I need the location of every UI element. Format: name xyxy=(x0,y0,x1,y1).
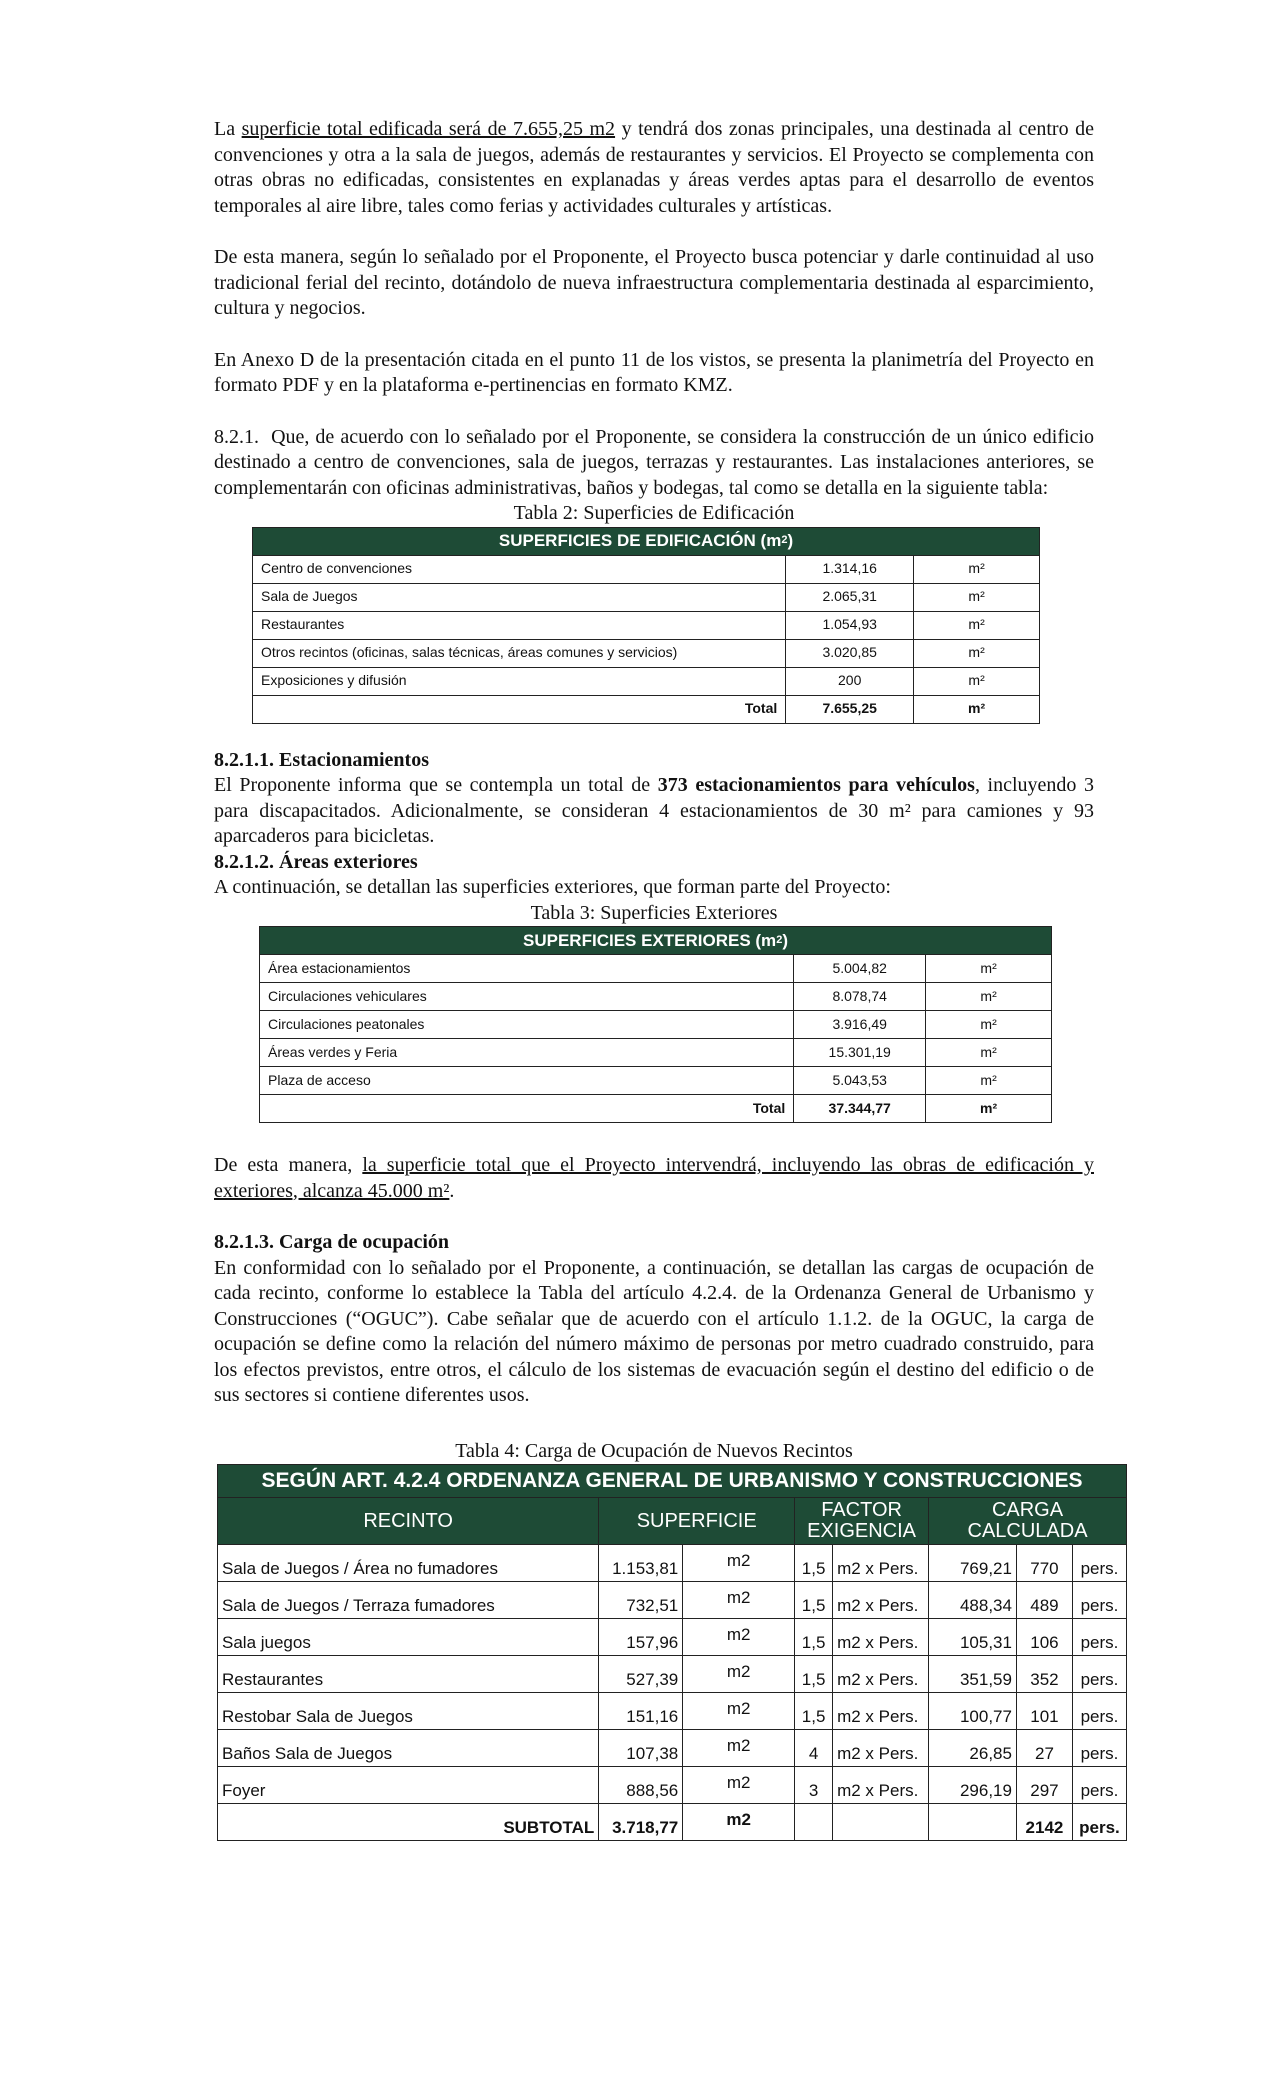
col-superficie: SUPERFICIE xyxy=(599,1498,795,1545)
text-span: El Proponente informa que se contempla un total de xyxy=(214,774,658,796)
row-surface: 157,96 xyxy=(599,1619,683,1656)
row-surface: 1.153,81 xyxy=(599,1545,683,1582)
row-value: 1.054,93 xyxy=(786,611,914,639)
row-surface: 107,38 xyxy=(599,1730,683,1767)
row-name: Sala de Juegos / Área no fumadores xyxy=(218,1545,599,1582)
table2-total-row xyxy=(253,695,1040,723)
table-row xyxy=(218,1545,1127,1582)
row-name: Restaurantes xyxy=(218,1656,599,1693)
row-factor: 4 xyxy=(795,1730,833,1767)
row-surface-unit xyxy=(683,1545,795,1582)
unit-text: m2 xyxy=(726,1736,751,1755)
underlined-text: superficie total edificada será de 7.655,25 m2 xyxy=(241,118,616,140)
table-surfaces-building xyxy=(252,527,1040,724)
paragraph-surface-total xyxy=(214,117,1094,219)
table2-caption: Tabla 2: Superficies de Edificación xyxy=(513,502,795,524)
row-unit: m² xyxy=(914,639,1040,667)
table3-header: SUPERFICIES EXTERIORES $(m^2)$ xyxy=(260,927,1052,955)
text-span: y tendrá dos zonas principales, una destinada al centro de convenciones y otra a la sala de juegos, además de restaurantes y servicios. El Proyecto se complementa con otras obras no edificadas, consistentes en explanadas y áreas verdes aptas para el desarrollo de eventos temporales al aire libre, tales como ferias y actividades culturales y artísticas. xyxy=(214,118,1094,217)
table4-caption: Tabla 4: Carga de Ocupación de Nuevos Recintos xyxy=(455,1439,853,1462)
row-unit: m² xyxy=(914,583,1040,611)
subtotal-surface: 3.718,77 xyxy=(599,1804,683,1841)
col-recinto: RECINTO xyxy=(218,1498,599,1545)
row-surface-unit xyxy=(683,1582,795,1619)
row-load-calc: 488,34 xyxy=(929,1582,1017,1619)
row-load-round: 297 xyxy=(1016,1767,1072,1804)
table2-header: SUPERFICIES DE EDIFICACIÓN $(m^2)$ xyxy=(253,527,1040,555)
row-unit: m² xyxy=(926,1067,1052,1095)
table-row xyxy=(260,983,1052,1011)
row-value: 200 xyxy=(786,667,914,695)
table-row xyxy=(253,611,1040,639)
total-value: 7.655,25 xyxy=(786,695,914,723)
section-text: Que, de acuerdo con lo señalado por el Proponente, se considera la construcción de un único edificio destinado a centro de convenciones, sala de juegos, terrazas y restaurantes. Las instalaciones anteriores, se complementarán con oficinas administrativas, baños y bodegas, tal como se detalla en la siguiente tabla: xyxy=(214,425,1095,499)
total-unit: m² xyxy=(926,1095,1052,1123)
paragraph-annex: En Anexo D de la presentación citada en el punto 11 de los vistos, se presenta la planimetría del Proyecto en formato PDF y en la plataforma e-pertinencias en formato KMZ. xyxy=(214,348,1094,396)
row-factor: 1,5 xyxy=(795,1619,833,1656)
row-surface-unit xyxy=(683,1693,795,1730)
row-name: Área estacionamientos xyxy=(260,955,794,983)
table-row xyxy=(218,1582,1127,1619)
table-row xyxy=(218,1693,1127,1730)
table4-title: SEGÚN ART. 4.2.4 ORDENANZA GENERAL DE URBANISMO Y CONSTRUCCIONES xyxy=(218,1465,1127,1498)
row-name: Plaza de acceso xyxy=(260,1067,794,1095)
unit-text: m2 xyxy=(726,1699,751,1718)
row-factor-unit: m2 x Pers. xyxy=(833,1582,929,1619)
paragraph-continuity: De esta manera, según lo señalado por el Proponente, el Proyecto busca potenciar y darle continuidad al uso tradicional ferial del recinto, dotándolo de nueva infraestructura complementaria destinada al esparcimiento, cultura y negocios. xyxy=(214,246,1094,319)
table4-subtotal-row xyxy=(218,1804,1127,1841)
row-load-calc: 105,31 xyxy=(929,1619,1017,1656)
paragraph-parking xyxy=(214,773,1094,850)
row-load-unit: pers. xyxy=(1072,1619,1126,1656)
unit-text: m2 xyxy=(726,1588,751,1607)
row-value: 1.314,16 xyxy=(786,555,914,583)
subtotal-load-unit: pers. xyxy=(1072,1804,1126,1841)
text-span: De esta manera, xyxy=(214,1154,363,1176)
row-surface-unit xyxy=(683,1730,795,1767)
row-factor-unit: m2 x Pers. xyxy=(833,1693,929,1730)
row-unit: m² xyxy=(926,955,1052,983)
row-load-calc: 769,21 xyxy=(929,1545,1017,1582)
row-value: 5.043,53 xyxy=(794,1067,926,1095)
row-load-round: 27 xyxy=(1016,1730,1072,1767)
table-row xyxy=(253,583,1040,611)
row-name: Baños Sala de Juegos xyxy=(218,1730,599,1767)
paragraph-exterior: A continuación, se detallan las superficies exteriores, que forman parte del Proyecto: xyxy=(214,876,891,898)
table-row xyxy=(253,639,1040,667)
row-unit: m² xyxy=(926,1011,1052,1039)
row-name: Circulaciones peatonales xyxy=(260,1011,794,1039)
table3-total-row xyxy=(260,1095,1052,1123)
unit-text: m2 xyxy=(726,1551,751,1570)
row-load-round: 770 xyxy=(1016,1545,1072,1582)
row-value: 3.020,85 xyxy=(786,639,914,667)
row-unit: m² xyxy=(914,667,1040,695)
row-surface: 732,51 xyxy=(599,1582,683,1619)
heading-8-2-1-3: 8.2.1.3. Carga de ocupación xyxy=(214,1231,449,1253)
row-name: Exposiciones y difusión xyxy=(253,667,786,695)
table-row xyxy=(253,667,1040,695)
text-span: . xyxy=(449,1179,455,1202)
subtotal-unit: m2 xyxy=(683,1804,795,1841)
row-value: 3.916,49 xyxy=(794,1011,926,1039)
row-load-unit: pers. xyxy=(1072,1767,1126,1804)
paragraph-8-2-1 xyxy=(214,425,1094,502)
row-name: Otros recintos (oficinas, salas técnicas, áreas comunes y servicios) xyxy=(253,639,786,667)
row-load-calc: 351,59 xyxy=(929,1656,1017,1693)
row-surface-unit xyxy=(683,1767,795,1804)
table-row xyxy=(260,955,1052,983)
row-load-calc: 26,85 xyxy=(929,1730,1017,1767)
col-factor: FACTOR EXIGENCIA xyxy=(795,1498,929,1545)
heading-8-2-1-1: 8.2.1.1. Estacionamientos xyxy=(214,748,429,771)
table-row xyxy=(218,1767,1127,1804)
document-body xyxy=(214,117,1120,1841)
row-load-unit: pers. xyxy=(1072,1693,1126,1730)
table-surfaces-exterior xyxy=(259,926,1052,1123)
row-unit: m² xyxy=(926,1039,1052,1067)
row-load-calc: 296,19 xyxy=(929,1767,1017,1804)
row-name: Foyer xyxy=(218,1767,599,1804)
unit-text: m2 xyxy=(726,1662,751,1681)
text-span: , incluyendo 3 para discapacitados. Adicionalmente, se consideran 4 estacionamientos de 30 m² para camiones y 93 aparcaderos para bicicletas. xyxy=(214,774,1094,847)
row-load-round: 101 xyxy=(1016,1693,1072,1730)
row-load-unit: pers. xyxy=(1072,1730,1126,1767)
row-factor-unit: m2 x Pers. xyxy=(833,1730,929,1767)
row-load-unit: pers. xyxy=(1072,1656,1126,1693)
row-surface: 151,16 xyxy=(599,1693,683,1730)
heading-8-2-1-2: 8.2.1.2. Áreas exteriores xyxy=(214,850,418,873)
row-factor: 1,5 xyxy=(795,1693,833,1730)
row-unit: m² xyxy=(914,555,1040,583)
unit-text: m2 xyxy=(726,1625,751,1644)
row-unit: m² xyxy=(926,983,1052,1011)
row-value: 15.301,19 xyxy=(794,1039,926,1067)
row-load-unit: pers. xyxy=(1072,1545,1126,1582)
table-occupancy-load xyxy=(217,1464,1127,1841)
subtotal-load: 2142 xyxy=(1016,1804,1072,1841)
row-name: Sala de Juegos / Terraza fumadores xyxy=(218,1582,599,1619)
row-load-round: 489 xyxy=(1016,1582,1072,1619)
table-row xyxy=(218,1619,1127,1656)
total-value: 37.344,77 xyxy=(794,1095,926,1123)
underlined-text: la superficie total que el Proyecto intervendrá, incluyendo las obras de edificación y exteriores, alcanza 45.000 m² xyxy=(214,1154,1094,1202)
table-row xyxy=(260,1011,1052,1039)
row-value: 2.065,31 xyxy=(786,583,914,611)
row-unit: m² xyxy=(914,611,1040,639)
row-name: Circulaciones vehiculares xyxy=(260,983,794,1011)
row-factor: 1,5 xyxy=(795,1656,833,1693)
row-name: Restobar Sala de Juegos xyxy=(218,1693,599,1730)
paragraph-total-intervention xyxy=(214,1153,1094,1204)
row-name: Sala de Juegos xyxy=(253,583,786,611)
row-value: 5.004,82 xyxy=(794,955,926,983)
table-row xyxy=(218,1656,1127,1693)
total-label: Total xyxy=(253,695,786,723)
row-factor: 3 xyxy=(795,1767,833,1804)
row-factor: 1,5 xyxy=(795,1582,833,1619)
unit-text: m2 xyxy=(726,1773,751,1792)
row-surface-unit xyxy=(683,1619,795,1656)
table3-caption: Tabla 3: Superficies Exteriores xyxy=(530,901,778,924)
col-carga: CARGA CALCULADA xyxy=(929,1498,1127,1545)
row-load-round: 106 xyxy=(1016,1619,1072,1656)
row-load-round: 352 xyxy=(1016,1656,1072,1693)
subtotal-label: SUBTOTAL xyxy=(218,1804,599,1841)
row-factor-unit: m2 x Pers. xyxy=(833,1656,929,1693)
row-surface: 888,56 xyxy=(599,1767,683,1804)
row-value: 8.078,74 xyxy=(794,983,926,1011)
total-unit: m² xyxy=(914,695,1040,723)
table-row xyxy=(218,1730,1127,1767)
table-row xyxy=(260,1067,1052,1095)
row-load-unit: pers. xyxy=(1072,1582,1126,1619)
table-row xyxy=(253,555,1040,583)
row-surface-unit xyxy=(683,1656,795,1693)
row-name: Restaurantes xyxy=(253,611,786,639)
section-number: 8.2.1. xyxy=(214,425,259,448)
row-factor: 1,5 xyxy=(795,1545,833,1582)
empty-cell xyxy=(795,1804,833,1841)
row-load-calc: 100,77 xyxy=(929,1693,1017,1730)
row-factor-unit: m2 x Pers. xyxy=(833,1619,929,1656)
row-factor-unit: m2 x Pers. xyxy=(833,1545,929,1582)
text-span: La xyxy=(214,118,242,140)
total-label: Total xyxy=(260,1095,794,1123)
row-factor-unit: m2 x Pers. xyxy=(833,1767,929,1804)
row-name: Áreas verdes y Feria xyxy=(260,1039,794,1067)
bold-text: 373 estacionamientos para vehículos xyxy=(657,774,975,796)
empty-cell xyxy=(833,1804,929,1841)
paragraph-occupancy: En conformidad con lo señalado por el Proponente, a continuación, se detallan las cargas de ocupación de cada recinto, conforme lo establece la Tabla del artículo 4.2.4. de la Ordenanza General de Urbanismo y Construcciones (“OGUC”). Cabe señalar que de acuerdo con el artículo 1.1.2. de la OGUC, la carga de ocupación se define como la relación del número máximo de personas por metro cuadrado construido, para los efectos previstos, entre otros, el cálculo de los sistemas de evacuación según el destino del edificio o de sus sectores si contiene diferentes usos. xyxy=(214,1256,1094,1406)
table-row xyxy=(260,1039,1052,1067)
row-name: Centro de convenciones xyxy=(253,555,786,583)
row-surface: 527,39 xyxy=(599,1656,683,1693)
row-name: Sala juegos xyxy=(218,1619,599,1656)
empty-cell xyxy=(929,1804,1017,1841)
